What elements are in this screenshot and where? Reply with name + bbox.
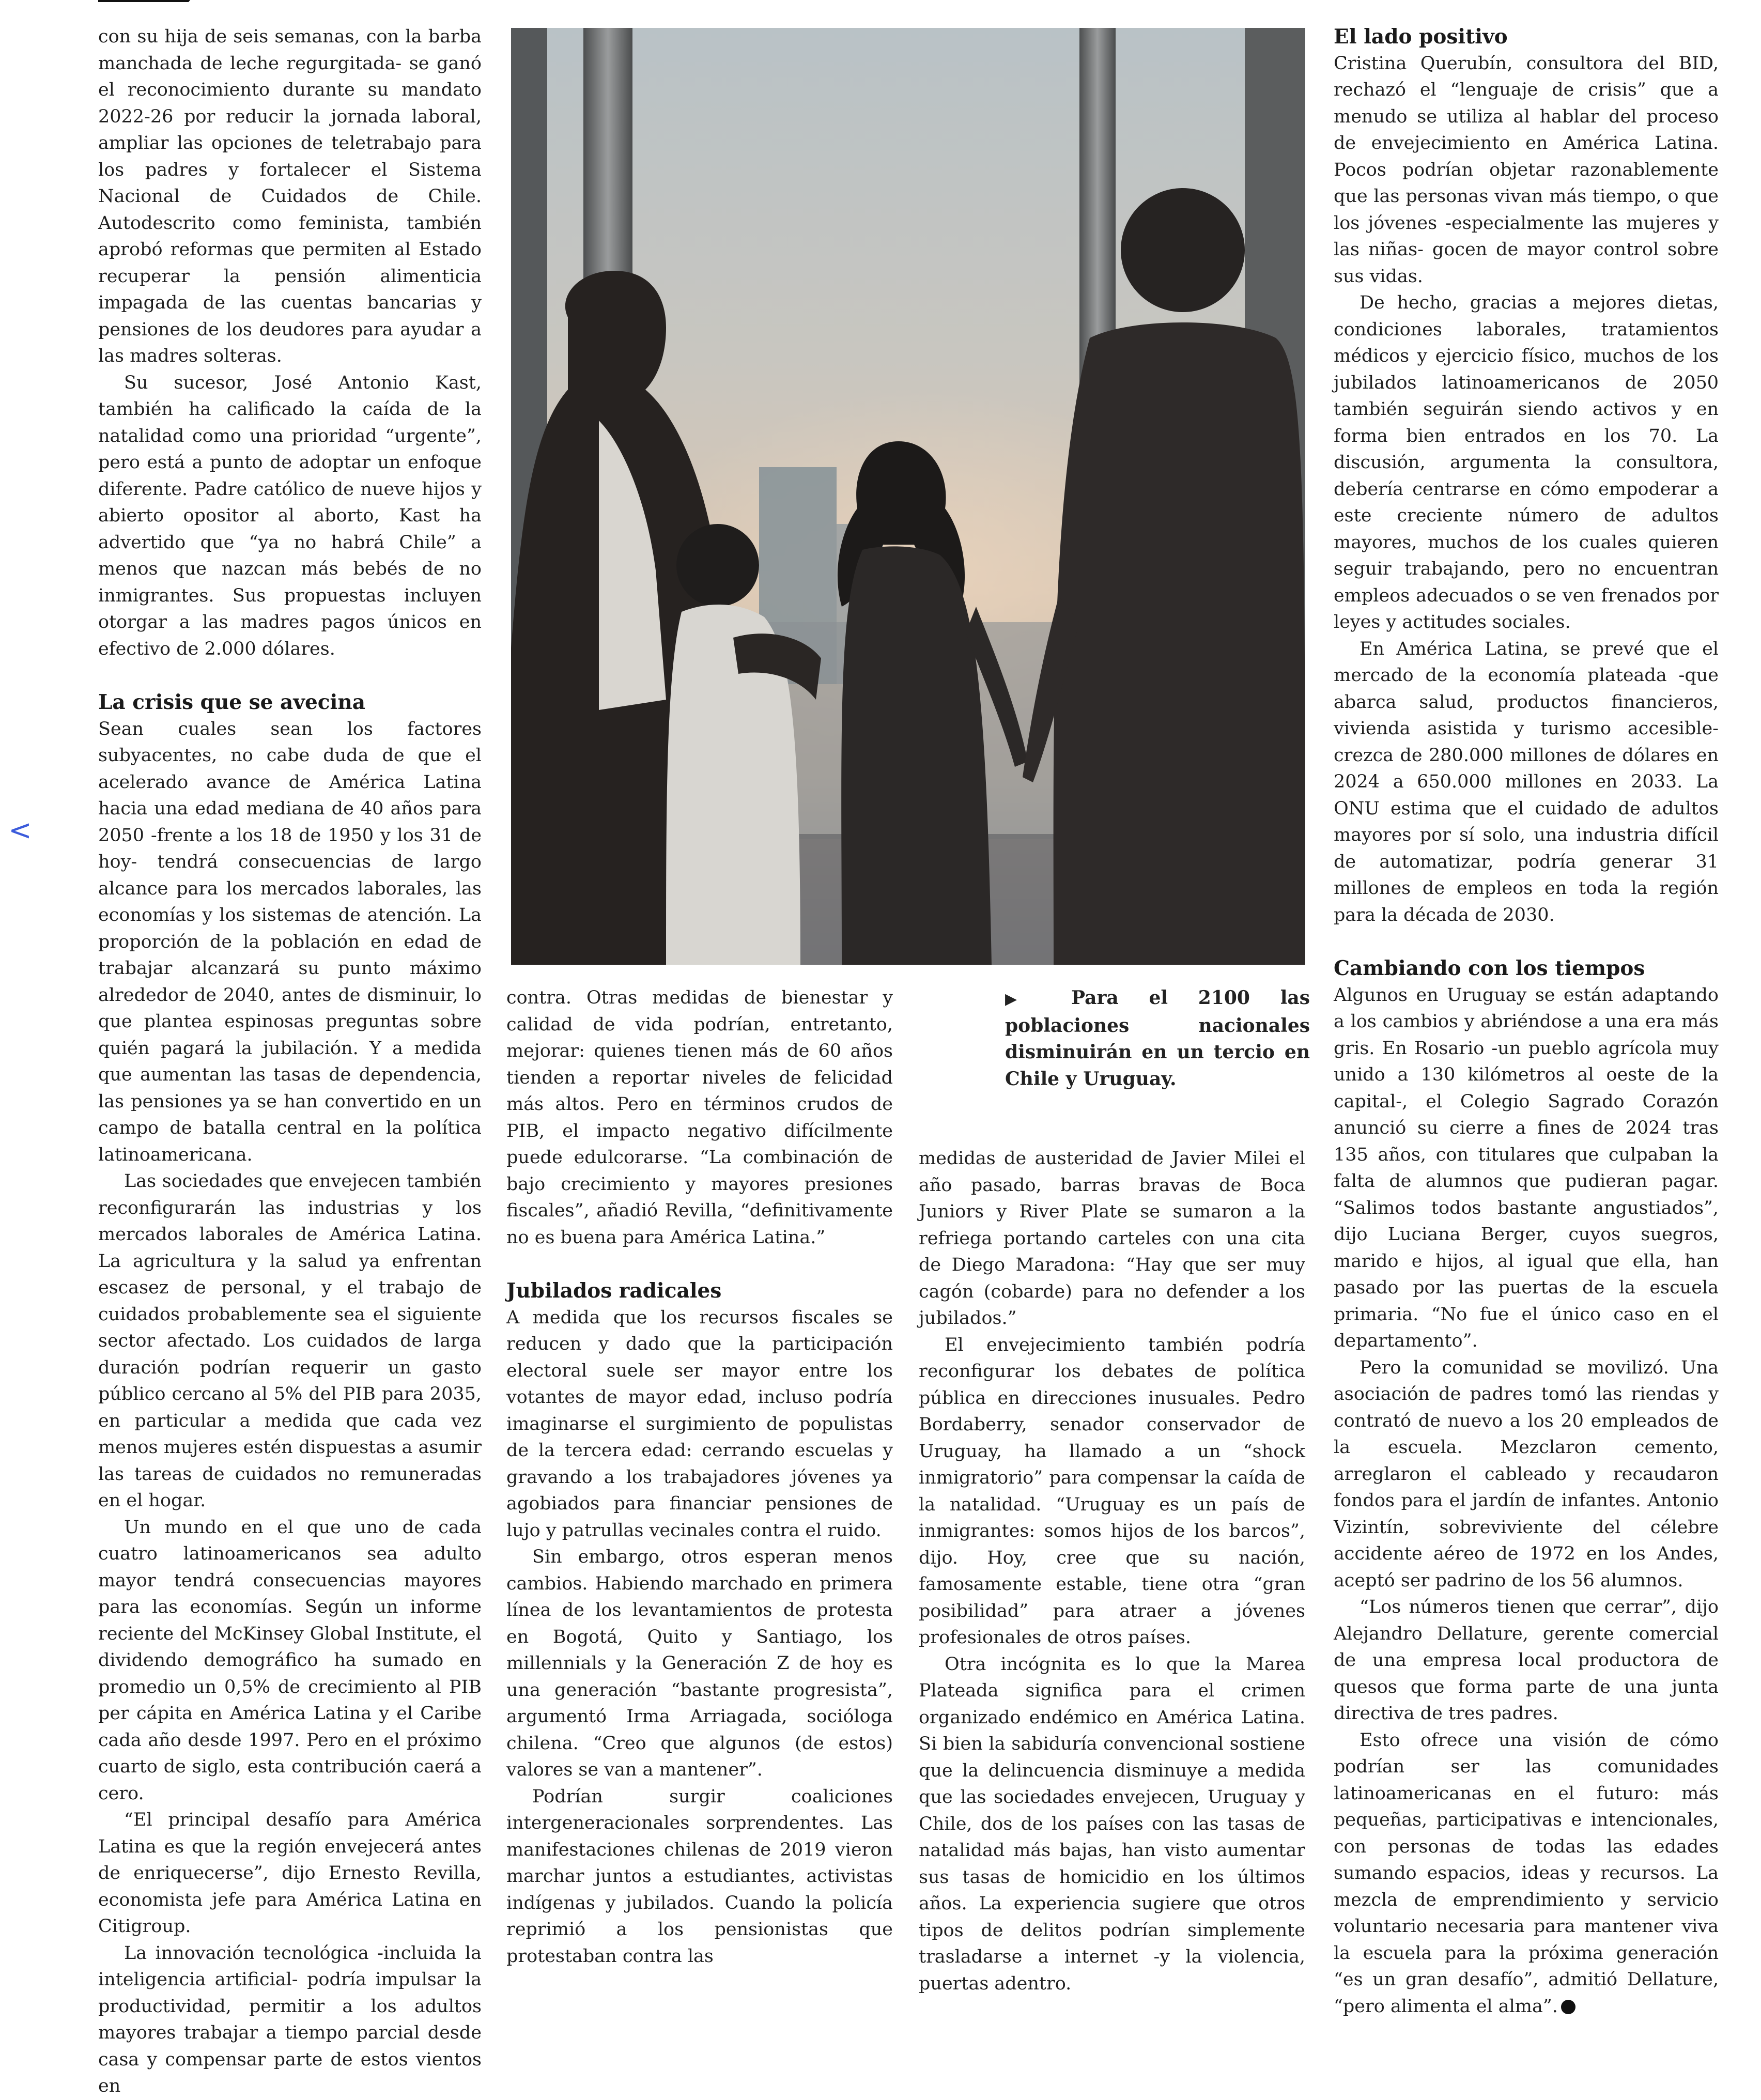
paragraph: Algunos en Uruguay se están adaptando a los cambios y abriéndose a una era más gris. En Rosario -un pueblo agrícola muy unido a 130 kilómetros al oeste de la capital-, el Colegio Sagrado Corazón anunció su cierre a fines de 2024 tras 135 años, con titulares que culpaban la falta de alumnos que pudieran pagar. “Salimos todos bastante angustiados”, dijo Luciana Berger, cuyos suegros, marido e hijos, al igual que ella, han pasado por las puertas de la escuela primaria. “No fue el único caso en el departamento”. [1334, 984, 1719, 1351]
column-3 [919, 1146, 1305, 1997]
paragraph: De hecho, gracias a mejores dietas, condiciones laborales, tratamientos médicos y ejercicio físico, muchos de los jubilados latinoamericanos de 2050 también seguirán siendo activos y en forma bien entrados en los 70. La discusión, argumenta la consultora, debería centrarse en cómo empoderar a este creciente número de adultos mayores, muchos de los cuales quieren seguir trabajando, pero no encuentran empleos adecuados o se ven frenados por leyes y actitudes sociales. [1334, 292, 1719, 632]
section-heading: Jubilados radicales [506, 1279, 722, 1303]
column-2 [506, 985, 893, 1970]
paragraph: En América Latina, se prevé que el mercado de la economía plateada -que abarca salud, productos financieros, vivienda asistida y turismo accesible- crezca de 280.000 millones de dólares en 2024 a 650.000 millones en 2033. La ONU estima que el cuidado de adultos mayores por sí solo, una industria difícil de automatizar, podría generar 31 millones de empleos en toda la región para la década de 2030. [1334, 638, 1719, 925]
paragraph: Sin embargo, otros esperan menos cambios. Habiendo marchado en primera línea de los levantamientos de protesta en Bogotá, Quito y Santiago, los millennials y la Generación Z de hoy es una generación “bastante progresista”, argumentó Irma Arriagada, socióloga chilena. “Creo que algunos (de estos) valores se van a mantener”. [506, 1547, 893, 1780]
paragraph: El envejecimiento también podría reconfigurar los debates de política pública en direcciones inusuales. Pedro Bordaberry, senador conservador de Uruguay, ha llamado a un “shock inmigratorio” para compensar la caída de la natalidad. “Uruguay es un país de inmigrantes: somos hijos de los barcos”, dijo. Hoy, cree que su nación, famosamente estable, tiene otra “gran posibilidad” para atraer a jóvenes profesionales de otros países. [919, 1334, 1305, 1648]
family-window-photo [511, 28, 1305, 965]
paragraph: Sean cuales sean los factores subyacentes, no cabe duda de que el acelerado avance de América Latina hacia una edad mediana de 40 años para 2050 -frente a los 18 de 1950 y los 31 de hoy- tendrá consecuencias de largo alcance para los mercados laborales, las economías y los sistemas de atención. La proporción de la población en edad de trabajar alcanzará su punto máximo alrededor de 2040, antes de disminuir, lo que plantea espinosas preguntas sobre quién pagará la jubilación. Y a medida que aumentan las tasas de dependencia, las pensiones ya se han convertido en un campo de batalla central en la política latinoamericana. [98, 718, 482, 1165]
paragraph: Cristina Querubín, consultora del BID, rechazó el “lenguaje de crisis” que a menudo se utiliza al hablar del proceso de envejecimiento en América Latina. Pocos podrían objetar razonablemente que las personas vivan más tiempo, o que los jóvenes -especialmente las mujeres y las niñas- gocen de mayor control sobre sus vidas. [1334, 53, 1719, 287]
paragraph: Podrían surgir coaliciones intergeneracionales sorprendentes. Las manifestaciones chilenas de 2019 vieron marchar juntos a estudiantes, activistas indígenas y jubilados. Cuando la policía reprimió a los pensionistas que protestaban contra las [506, 1786, 893, 1967]
paragraph: Su sucesor, José Antonio Kast, también ha calificado la caída de la natalidad como una prioridad “urgente”, pero está a punto de adoptar un enfoque diferente. Padre católico de nueve hijos y abierto opositor al aborto, Kast ha advertido que “ya no habrá Chile” a menos que nazcan más bebés de no inmigrantes. Sus propuestas incluyen otorgar a las madres pagos únicos en efectivo de 2.000 dólares. [98, 372, 482, 659]
paragraph: Las sociedades que envejecen también reconfigurarán las industrias y los mercados laborales de América Latina. La agricultura y la salud ya enfrentan escasez de personal, y el trabajo de cuidados probablemente sea el siguiente sector afectado. Los cuidados de larga duración podrían requerir un gasto público cercano al 5% del PIB para 2035, en particular a medida que cada vez menos mujeres estén dispuestas a asumir las tareas de cuidados no remuneradas en el hogar. [98, 1171, 482, 1511]
paragraph: Otra incógnita es lo que la Marea Plateada significa para el crimen organizado endémico en América Latina. Si bien la sabiduría convencional sostiene que la delincuencia disminuye a medida que las sociedades envejecen, Uruguay y Chile, dos de los países con las tasas de natalidad más bajas, han visto aumentar sus tasas de homicidio en los últimos años. La experiencia sugiere que otros tipos de delitos podrían simplemente trasladarse a internet -y la violencia, puertas adentro. [919, 1654, 1305, 1994]
photo-caption [1005, 985, 1310, 1092]
paragraph: medidas de austeridad de Javier Milei el año pasado, barras bravas de Boca Juniors y River Plate se sumaron a la refriega portando carteles con una cita de Diego Maradona: “Hay que ser muy cagón (cobarde) para no defender a los jubilados.” [919, 1148, 1305, 1329]
paragraph: La innovación tecnológica -incluida la inteligencia artificial- podría impulsar la productividad, permitir a los adultos mayores trabajar a tiempo parcial desde casa y compensar parte de estos vientos en [98, 1942, 482, 2096]
chevron-left-icon[interactable]: < [8, 814, 32, 846]
paragraph: con su hija de seis semanas, con la barba manchada de leche regurgitada- se ganó el reconocimiento durante su mandato 2022-26 por reducir la jornada laboral, ampliar las opciones de teletrabajo para los padres y fortalecer el Sistema Nacional de Cuidados de Chile. Autodescrito como feminista, también aprobó reformas que permiten al Estado recuperar la pensión alimenticia impagada de las cuentas bancarias y pensiones de los deudores para ayudar a las madres solteras. [98, 26, 482, 366]
section-heading: El lado positivo [1334, 25, 1508, 49]
paragraph-text: Esto ofrece una visión de cómo podrían ser las comunidades latinoamericanas en el futuro: más pequeñas, participativas e intencionales, con personas de todas las edades sumando espacios, ideas y recursos. La mezcla de emprendimiento y servicio voluntario necesaria para mantener viva la escuela para la próxima generación “es un gran desafío”, admitió Dellature, “pero alimenta el alma”. [1334, 1730, 1719, 2017]
paragraph: “Los números tienen que cerrar”, dijo Alejandro Dellature, gerente comercial de una empresa local productora de quesos que forma parte de una junta directiva de tres padres. [1334, 1597, 1719, 1724]
paragraph: “El principal desafío para América Latina es que la región envejecerá antes de enriquecerse”, dijo Ernesto Revilla, economista jefe para América Latina en Citigroup. [98, 1810, 482, 1937]
column-4 [1334, 24, 1719, 2020]
masthead-logo [98, 0, 202, 6]
caption-marker-icon: ▶ [1005, 990, 1041, 1008]
caption-text: Para el 2100 las poblaciones nacionales disminuirán en un tercio en Chile y Uruguay. [1005, 987, 1310, 1090]
paragraph: contra. Otras medidas de bienestar y calidad de vida podrían, entretanto, mejorar: quienes tienen más de 60 años tienden a reportar niveles de felicidad más altos. Pero en términos crudos de PIB, el impacto negativo difícilmente puede edulcorarse. “La combinación de bajo crecimiento y mayores presiones fiscales”, añadió Revilla, “definitivamente no es buena para América Latina.” [506, 987, 893, 1248]
paragraph [1334, 1727, 1719, 2020]
section-heading: Cambiando con los tiempos [1334, 956, 1645, 980]
end-mark-icon [1561, 2000, 1575, 2014]
paragraph: Un mundo en el que uno de cada cuatro latinoamericanos sea adulto mayor tendrá consecuencias mayores para las economías. Según un informe reciente del McKinsey Global Institute, el dividendo demográfico ha sumado en promedio un 0,5% de crecimiento al PIB per cápita en América Latina y el Caribe cada año desde 1997. Pero en el próximo cuarto de siglo, esta contribución caerá a cero. [98, 1517, 482, 1804]
paragraph: Pero la comunidad se movilizó. Una asociación de padres tomó las riendas y contrató de nuevo a los 20 empleados de la escuela. Mezclaron cemento, arreglaron el cableado y recaudaron fondos para el jardín de infantes. Antonio Vizintín, sobreviviente del célebre accidente aéreo de 1972 en los Andes, aceptó ser padrino de los 56 alumnos. [1334, 1357, 1719, 1591]
section-heading: La crisis que se avecina [98, 690, 365, 714]
column-1 [98, 24, 482, 2100]
paragraph: A medida que los recursos fiscales se reducen y dado que la participación electoral suele ser mayor entre los votantes de mayor edad, incluso podría imaginarse el surgimiento de populistas de la tercera edad: cerrando escuelas y gravando a los trabajadores jóvenes ya agobiados para financiar pensiones de lujo y patrullas vecinales contra el ruido. [506, 1307, 893, 1541]
